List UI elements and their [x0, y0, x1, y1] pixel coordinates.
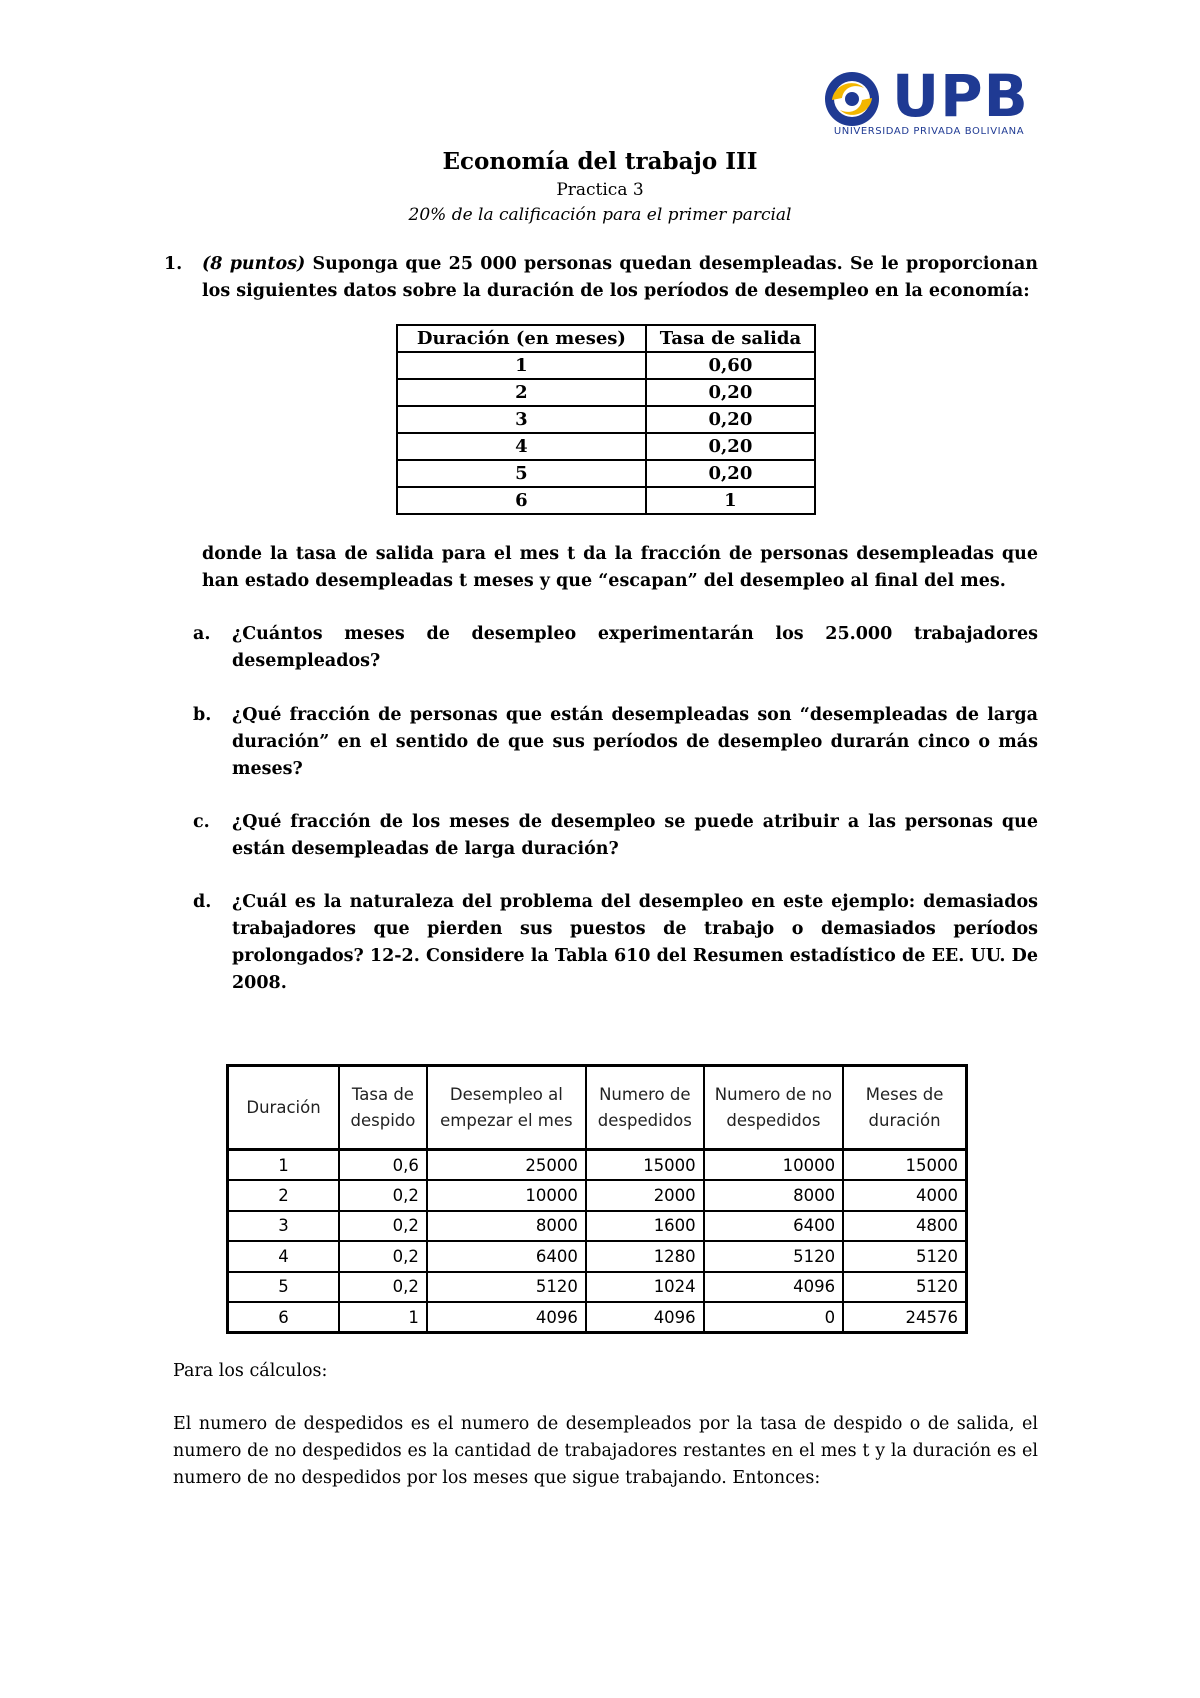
table-cell: 5120: [704, 1241, 843, 1272]
table-cell: 10000: [427, 1180, 586, 1211]
table-row: [228, 1302, 967, 1333]
table-cell: 0,6: [339, 1150, 427, 1181]
table-header: Meses de duración: [843, 1066, 966, 1150]
table-cell: 4800: [843, 1211, 966, 1242]
table-row: [228, 1180, 967, 1211]
table-cell: 15000: [843, 1150, 966, 1181]
table-cell: 1: [228, 1150, 340, 1181]
exit-rate-explanation: donde la tasa de salida para el mes t da la fracción de personas desempleadas que han estado desempleadas t meses y que “escapan” del desempleo al final del mes.: [202, 544, 1038, 591]
table-cell: 5120: [843, 1241, 966, 1272]
table-header: Tasa de despido: [339, 1066, 427, 1150]
subquestion-label: c.: [193, 812, 210, 832]
logo-wordmark: UPB: [892, 62, 1029, 130]
answer-table-body: [228, 1150, 967, 1333]
table-cell: 5120: [427, 1272, 586, 1303]
grading-note: 20% de la calificación para el primer parcial: [408, 205, 792, 225]
table-cell: 1: [339, 1302, 427, 1333]
upb-logo: [818, 62, 1040, 140]
table-row: [228, 1211, 967, 1242]
table-header: Numero de despedidos: [586, 1066, 704, 1150]
table-cell: 5: [397, 460, 646, 487]
table-cell: 24576: [843, 1302, 966, 1333]
document-title: Economía del trabajo III: [442, 148, 758, 175]
table-row: [397, 487, 815, 514]
table-cell: 0,2: [339, 1211, 427, 1242]
table-cell: 1280: [586, 1241, 704, 1272]
table-cell: 0,20: [646, 379, 815, 406]
table-cell: 15000: [586, 1150, 704, 1181]
table-cell: 0,2: [339, 1180, 427, 1211]
table-cell: 3: [397, 406, 646, 433]
table-cell: 0,60: [646, 352, 815, 379]
table-cell: 8000: [704, 1180, 843, 1211]
table-cell: 4: [228, 1241, 340, 1272]
logo-subtitle: UNIVERSIDAD PRIVADA BOLIVIANA: [833, 126, 1025, 137]
table-row: [397, 379, 815, 406]
table-row: [397, 433, 815, 460]
subquestion-text: ¿Cuántos meses de desempleo experimentarán los 25.000 trabajadores desempleados?: [232, 624, 1038, 671]
table-header: Numero de no despedidos: [704, 1066, 843, 1150]
subquestion-text: ¿Cuál es la naturaleza del problema del desempleo en este ejemplo: demasiados trabajadores que pierden sus puestos de trabajo o demasiados períodos prolongados? 12-2. Considere la Tabla 610 del Resumen estadístico de EE. UU. De 2008.: [232, 892, 1038, 993]
table-cell: 5: [228, 1272, 340, 1303]
table-cell: 10000: [704, 1150, 843, 1181]
question-number: 1.: [164, 254, 183, 274]
question-intro: [202, 251, 1038, 305]
question-intro-text: Suponga que 25 000 personas quedan desempleadas. Se le proporcionan los siguientes datos sobre la duración de los períodos de desempleo en la economía:: [202, 254, 1039, 301]
table-cell: 4096: [704, 1272, 843, 1303]
table-row: [397, 406, 815, 433]
exit-rate-table: [396, 324, 816, 515]
calc-label: Para los cálculos:: [173, 1361, 328, 1381]
table-cell: 6: [397, 487, 646, 514]
table-cell: 3: [228, 1211, 340, 1242]
subquestion-label: b.: [193, 705, 212, 725]
table-cell: 1600: [586, 1211, 704, 1242]
table-cell: 8000: [427, 1211, 586, 1242]
table-cell: 4096: [586, 1302, 704, 1333]
table-cell: 2: [397, 379, 646, 406]
upb-swirl-icon: [818, 70, 888, 128]
table-cell: 0,20: [646, 460, 815, 487]
table-cell: 5120: [843, 1272, 966, 1303]
table-cell: 0,20: [646, 433, 815, 460]
table-cell: 0,20: [646, 406, 815, 433]
table-cell: 6: [228, 1302, 340, 1333]
subquestion-label: d.: [193, 892, 212, 912]
table-cell: 2000: [586, 1180, 704, 1211]
table-cell: 1024: [586, 1272, 704, 1303]
table-cell: 2: [228, 1180, 340, 1211]
table-cell: 25000: [427, 1150, 586, 1181]
unemployment-duration-table: [226, 1064, 968, 1334]
table-cell: 4000: [843, 1180, 966, 1211]
table-row: [397, 460, 815, 487]
table-header: Tasa de salida: [646, 325, 815, 352]
table-row: [228, 1272, 967, 1303]
table-cell: 0,2: [339, 1241, 427, 1272]
table-cell: 6400: [427, 1241, 586, 1272]
table-cell: 0: [704, 1302, 843, 1333]
calc-explanation: El numero de despedidos es el numero de desempleados por la tasa de despido o de salida, el numero de no despedidos es la cantidad de trabajadores restantes en el mes t y la duración es el numero de no despedidos por los meses que sigue trabajando. Entonces:: [173, 1414, 1038, 1488]
table-cell: 1: [397, 352, 646, 379]
document-subtitle: Practica 3: [556, 180, 644, 200]
table-row: [397, 352, 815, 379]
table-cell: 4: [397, 433, 646, 460]
subquestion-label: a.: [193, 624, 211, 644]
table-header: Duración (en meses): [397, 325, 646, 352]
table-row: [228, 1241, 967, 1272]
question-points: (8 puntos): [202, 254, 306, 274]
table-cell: 6400: [704, 1211, 843, 1242]
table-header: Duración: [228, 1066, 340, 1150]
table-header: Desempleo al empezar el mes: [427, 1066, 586, 1150]
subquestion-text: ¿Qué fracción de los meses de desempleo se puede atribuir a las personas que están desempleadas de larga duración?: [232, 812, 1038, 859]
table-cell: 1: [646, 487, 815, 514]
table-cell: 4096: [427, 1302, 586, 1333]
subquestion-text: ¿Qué fracción de personas que están desempleadas son “desempleadas de larga duración” en el sentido de que sus períodos de desempleo durarán cinco o más meses?: [232, 705, 1038, 779]
table-row: [228, 1150, 967, 1181]
table-cell: 0,2: [339, 1272, 427, 1303]
